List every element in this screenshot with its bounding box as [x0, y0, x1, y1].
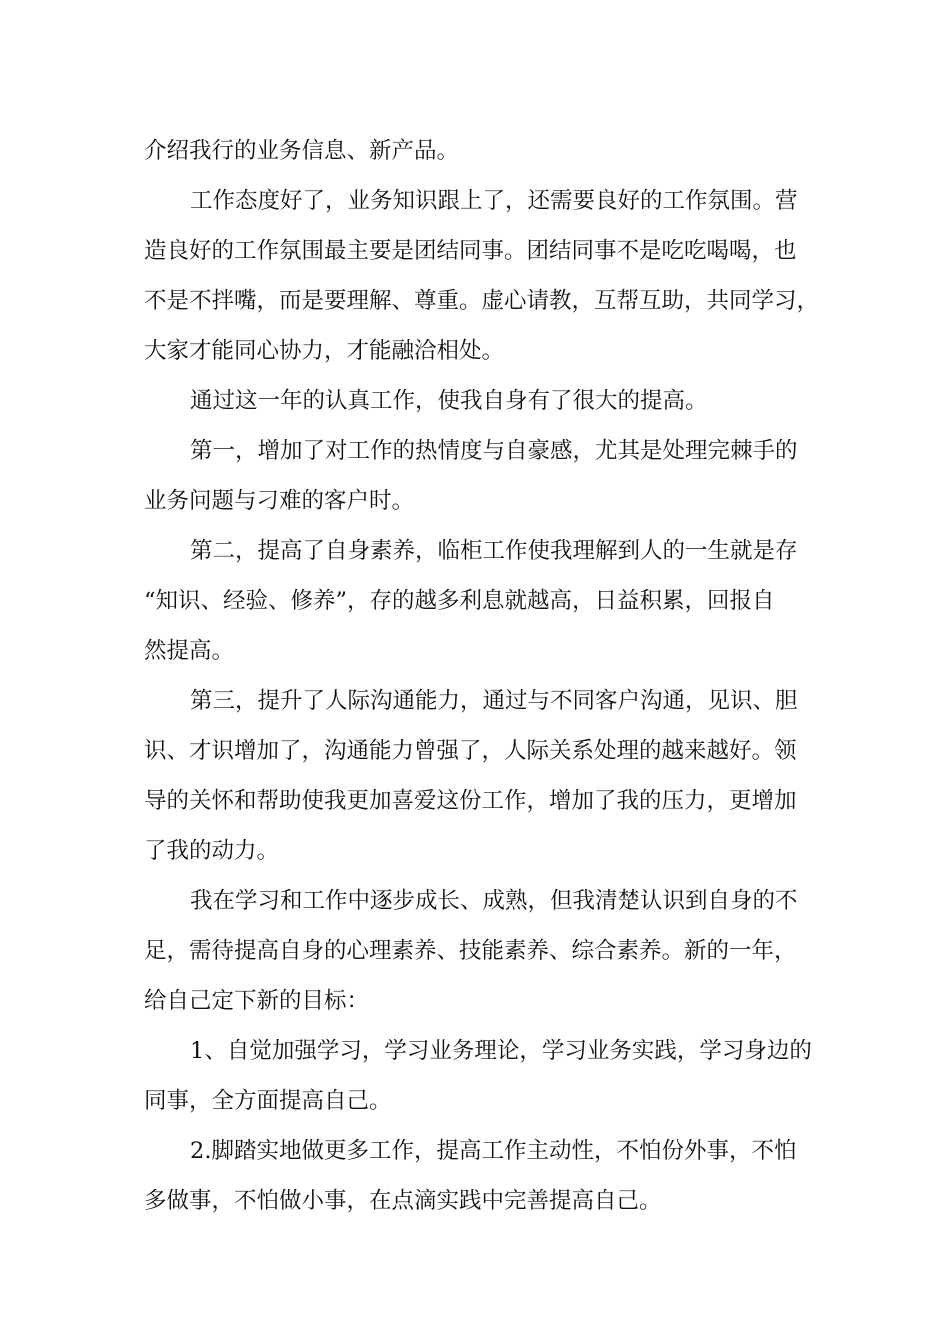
text-line: 导的关怀和帮助使我更加喜爱这份工作，增加了我的压力，更增加 — [144, 788, 797, 814]
text-line: 2.脚踏实地做更多工作，提高工作主动性，不怕份外事，不怕 — [190, 1138, 797, 1164]
text-line: 通过这一年的认真工作，使我自身有了很大的提高。 — [190, 388, 708, 414]
text-line: 大家才能同心协力，才能融洽相处。 — [144, 338, 505, 364]
text-line: 给自己定下新的目标： — [144, 988, 370, 1014]
text-line: 不是不拌嘴，而是要理解、尊重。虚心请教，互帮互助，共同学习， — [144, 288, 820, 314]
text-line: 1、自觉加强学习，学习业务理论，学习业务实践，学习身边的 — [190, 1038, 812, 1064]
text-line: 第一，增加了对工作的热情度与自豪感，尤其是处理完棘手的 — [190, 438, 798, 464]
text-line: 了我的动力。 — [144, 838, 280, 864]
text-line: 足，需待提高自身的心理素养、技能素养、综合素养。新的一年， — [144, 938, 797, 964]
text-line: 我在学习和工作中逐步成长、成熟，但我清楚认识到自身的不 — [190, 888, 798, 914]
text-line: 造良好的工作氛围最主要是团结同事。团结同事不是吃吃喝喝，也 — [144, 238, 797, 264]
text-line: 第三，提升了人际沟通能力，通过与不同客户沟通，见识、胆 — [190, 688, 798, 714]
text-line: 第二，提高了自身素养，临柜工作使我理解到人的一生就是存 — [190, 538, 798, 564]
text-line: 多做事，不怕做小事，在点滴实践中完善提高自己。 — [144, 1188, 662, 1214]
text-line: 然提高。 — [144, 638, 235, 664]
text-line: 业务问题与刁难的客户时。 — [144, 488, 415, 514]
text-line: 介绍我行的业务信息、新产品。 — [144, 138, 460, 164]
text-line: 工作态度好了，业务知识跟上了，还需要良好的工作氛围。营 — [190, 188, 798, 214]
text-line: 识、才识增加了，沟通能力曾强了，人际关系处理的越来越好。领 — [144, 738, 797, 764]
text-line: “知识、经验、修养”，存的越多利息就越高，日益积累，回报自 — [144, 588, 775, 614]
text-line: 同事，全方面提高自己。 — [144, 1088, 392, 1114]
